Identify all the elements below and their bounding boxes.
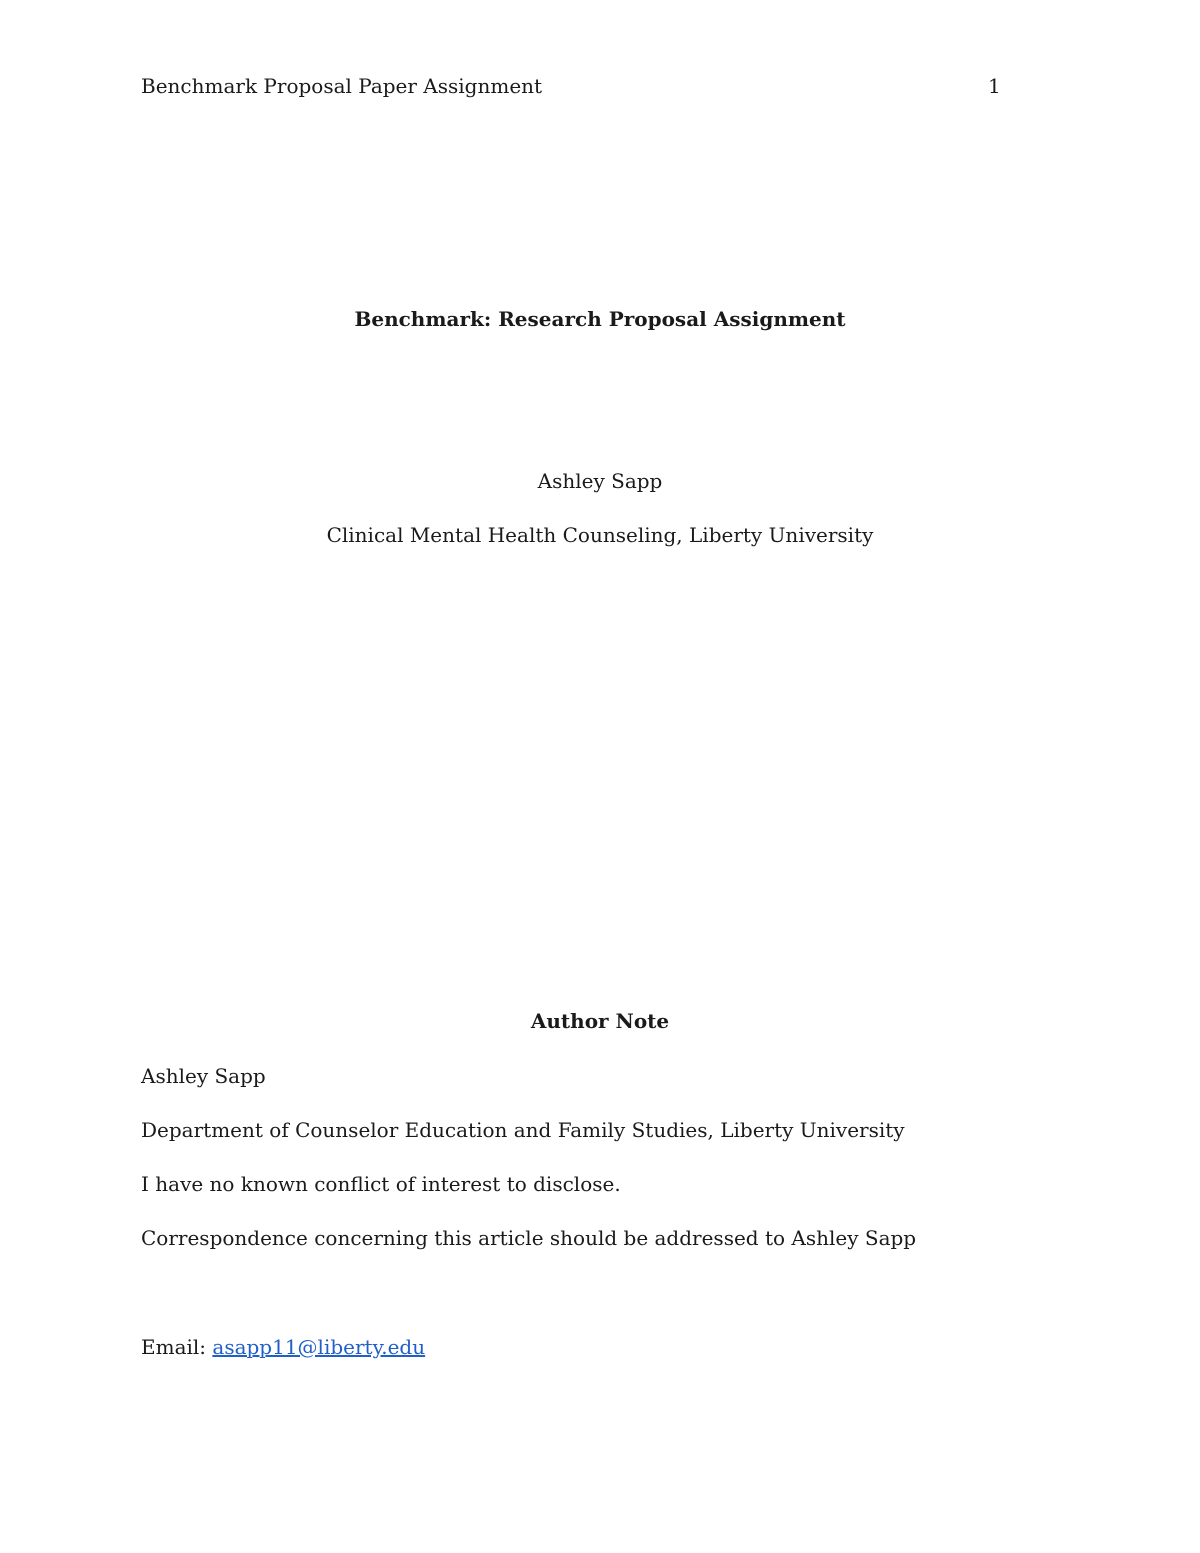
- author-note-correspondence: Correspondence concerning this article should be addressed to Ashley Sapp: [141, 1226, 917, 1250]
- email-label: Email:: [141, 1335, 213, 1359]
- email-line: [141, 1334, 425, 1360]
- author-note-conflict: I have no known conflict of interest to disclose.: [141, 1172, 621, 1196]
- running-head: Benchmark Proposal Paper Assignment: [141, 74, 543, 98]
- author-note-name: Ashley Sapp: [141, 1064, 266, 1088]
- email-link[interactable]: asapp11@liberty.edu: [212, 1335, 426, 1359]
- author-affiliation: Clinical Mental Health Counseling, Liberty University: [326, 523, 874, 547]
- author-name: Ashley Sapp: [537, 469, 663, 493]
- author-note-heading: Author Note: [530, 1009, 670, 1033]
- author-note-department: Department of Counselor Education and Family Studies, Liberty University: [141, 1118, 905, 1142]
- page-number: 1: [988, 74, 1001, 98]
- paper-title: Benchmark: Research Proposal Assignment: [354, 307, 846, 331]
